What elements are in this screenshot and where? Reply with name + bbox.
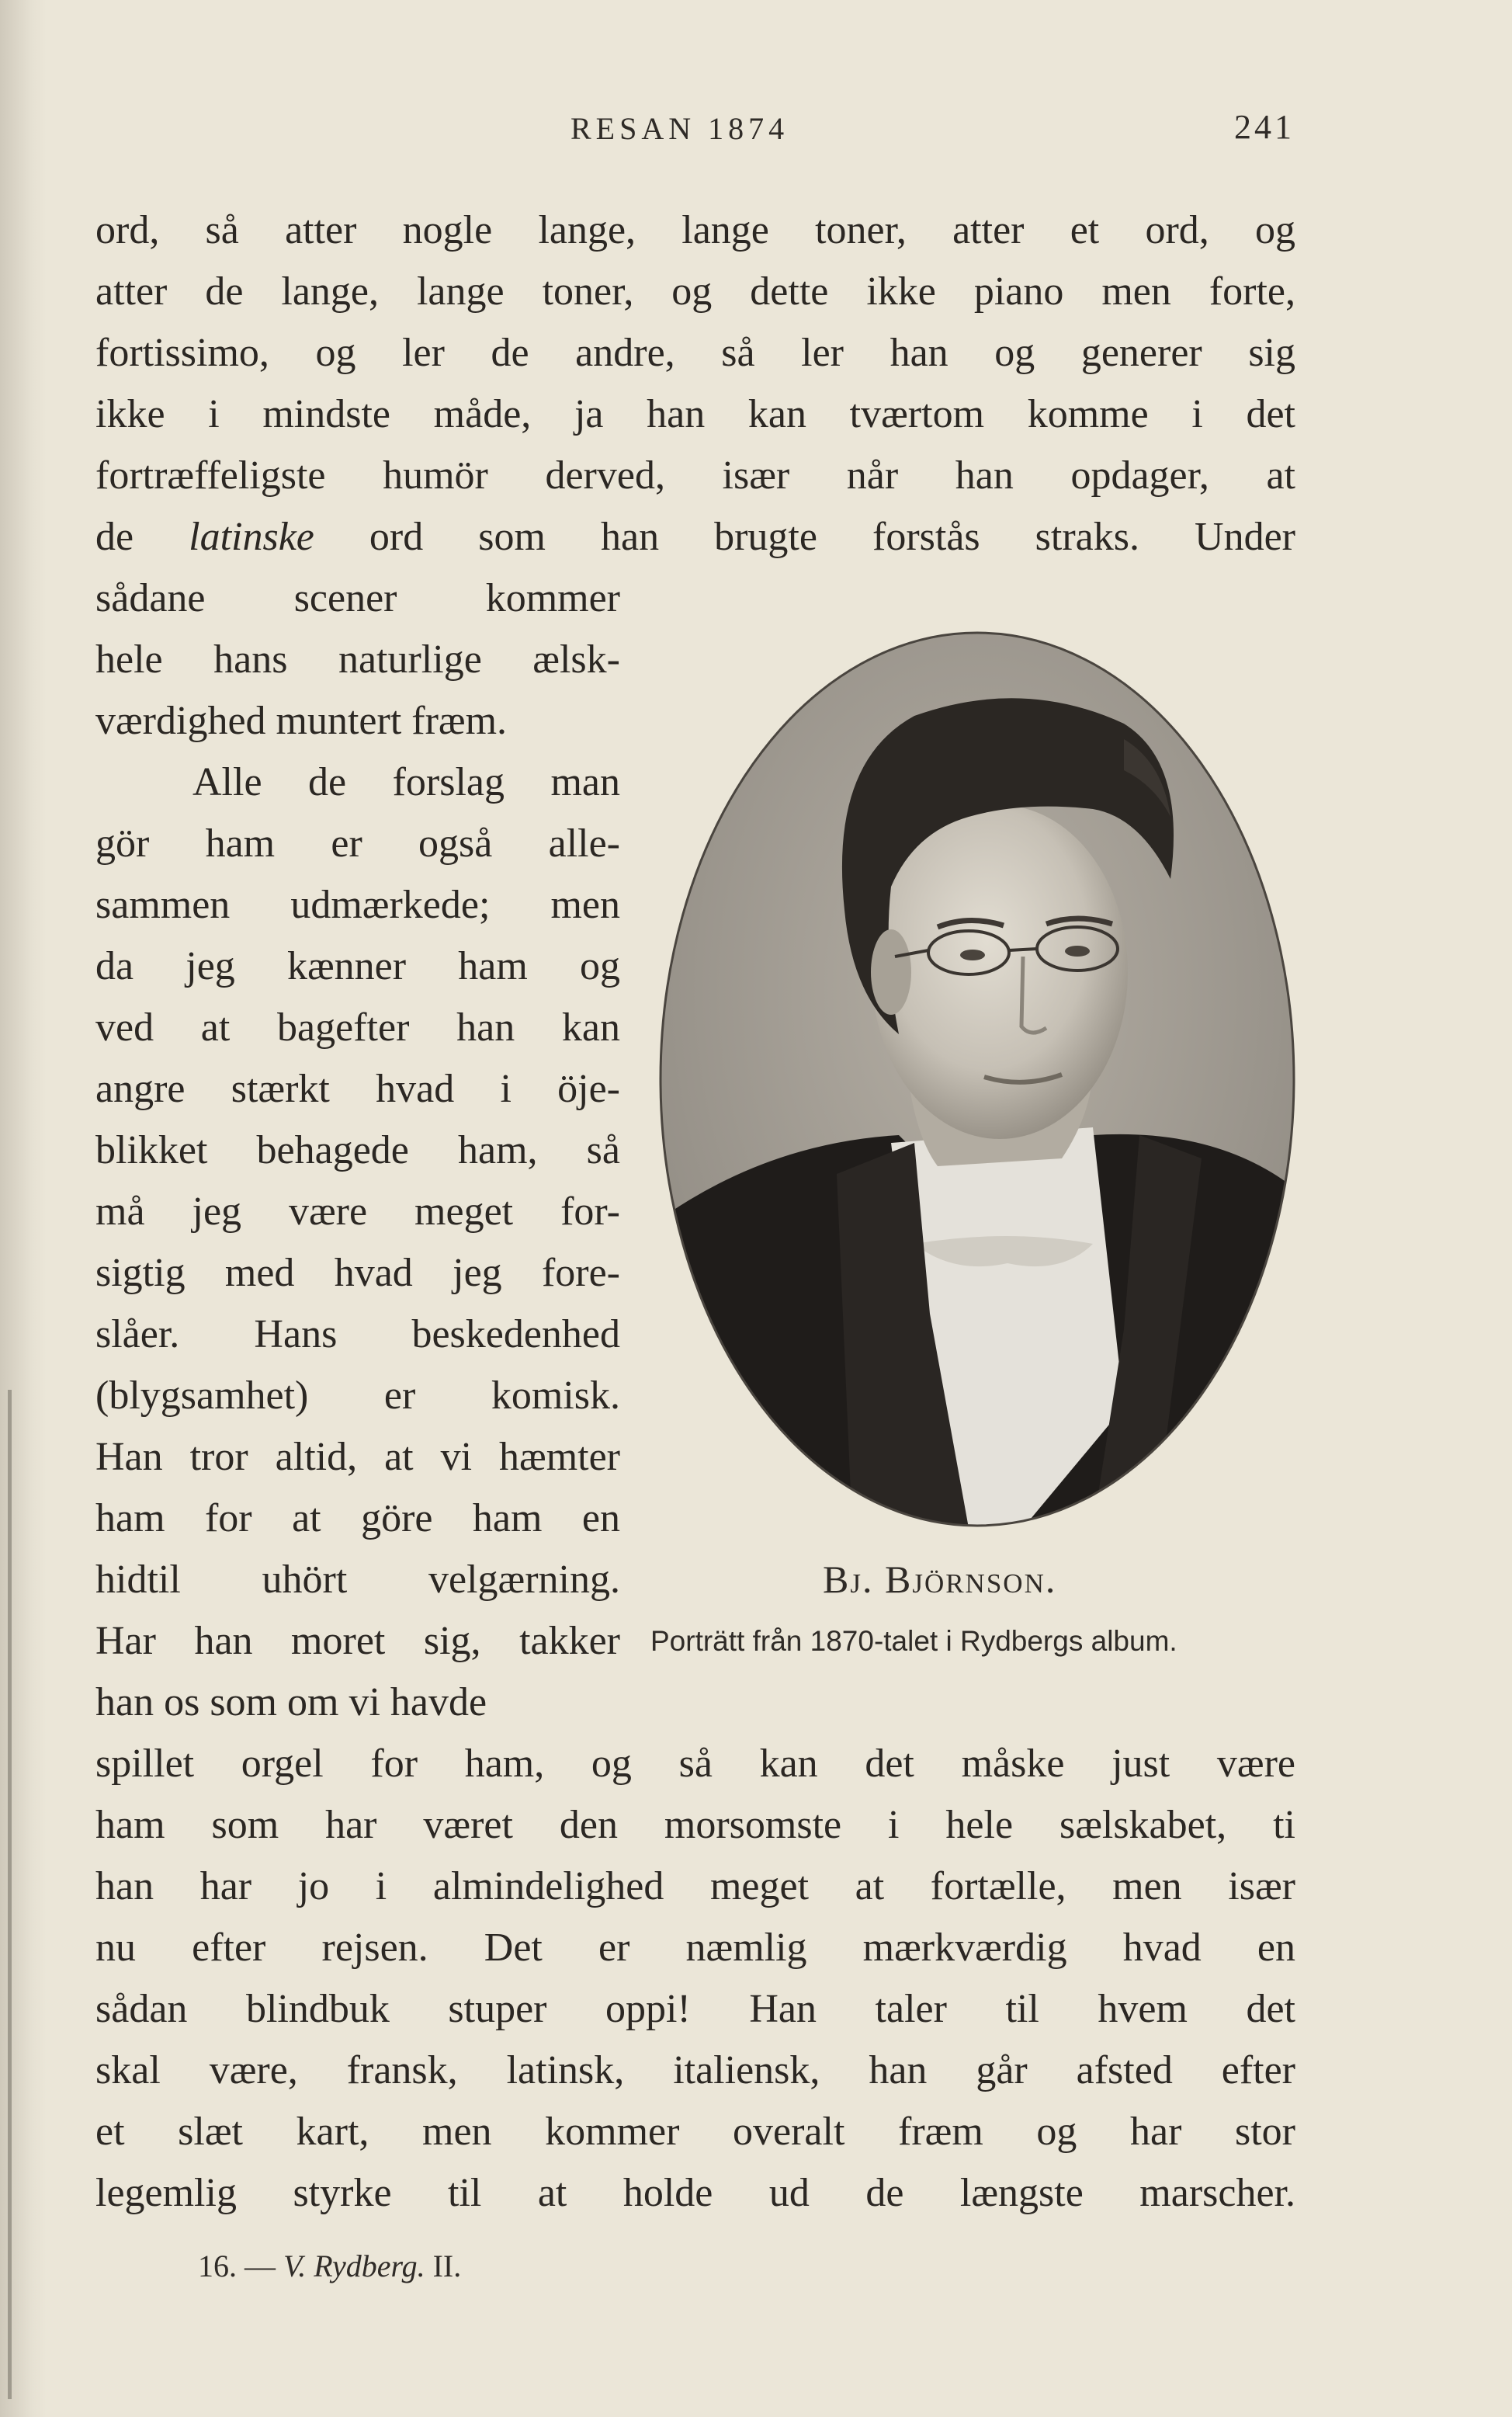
text-line: sammen udmærkede; men bbox=[95, 883, 620, 927]
page-number: 241 bbox=[1234, 108, 1295, 146]
portrait-photo bbox=[658, 630, 1296, 1528]
binding-line bbox=[8, 1390, 12, 2399]
text-line: hidtil uhört velgærning. bbox=[95, 1558, 620, 1602]
signature-volume: II. bbox=[432, 2249, 462, 2283]
page-edge-shadow bbox=[0, 0, 47, 2417]
text-line: (blygsamhet) er komisk. bbox=[95, 1373, 620, 1418]
italic-word: latinske bbox=[189, 515, 314, 559]
signature-mark bbox=[198, 2248, 461, 2284]
text-line: Han tror altid, at vi hæmter bbox=[95, 1435, 620, 1479]
text-line: nu efter rejsen. Det er næmlig mærkværdig hvad en bbox=[95, 1926, 1295, 1970]
text-line-with-italic bbox=[95, 506, 1295, 568]
text-span: ord som han brugte forstås straks. Under bbox=[314, 515, 1295, 559]
running-head: RESAN 1874 bbox=[570, 111, 789, 146]
signature-number: 16. bbox=[198, 2249, 237, 2283]
text-line: må jeg være meget for- bbox=[95, 1189, 620, 1234]
text-line: fortissimo, og ler de andre, så ler han og generer sig bbox=[95, 331, 1295, 375]
text-line: ikke i mindste måde, ja han kan tværtom komme i det bbox=[95, 392, 1295, 436]
text-line: angre stærkt hvad i öje- bbox=[95, 1067, 620, 1111]
text-line: legemlig styrke til at holde ud de længste marscher. bbox=[95, 2171, 1295, 2215]
text-line: ham som har været den morsomste i hele sælskabet, ti bbox=[95, 1803, 1295, 1847]
portrait-caption-name: Bj. Björnson. bbox=[823, 1558, 1057, 1601]
text-line: sådan blindbuk stuper oppi! Han taler til hvem det bbox=[95, 1987, 1295, 2031]
text-line: Har han moret sig, takker bbox=[95, 1619, 620, 1663]
text-line: Alle de forslag man bbox=[192, 760, 620, 804]
signature-author: V. Rydberg. bbox=[283, 2249, 425, 2283]
text-line: han os som om vi havde bbox=[95, 1680, 487, 1724]
text-line: slåer. Hans beskedenhed bbox=[95, 1312, 620, 1356]
text-line: fortræffeligste humör derved, især når han opdager, at bbox=[95, 453, 1295, 498]
text-line: han har jo i almindelighed meget at fortælle, men især bbox=[95, 1864, 1295, 1908]
text-line: et slæt kart, men kommer overalt fræm og har stor bbox=[95, 2110, 1295, 2154]
text-line: gör ham er også alle- bbox=[95, 821, 620, 866]
text-line: værdighed muntert fræm. bbox=[95, 699, 508, 743]
text-line: blikket behagede ham, så bbox=[95, 1128, 620, 1172]
text-line: ved at bagefter han kan bbox=[95, 1005, 620, 1050]
portrait-caption-credit: Porträtt från 1870-talet i Rydbergs album. bbox=[650, 1625, 1177, 1657]
text-line: hele hans naturlige ælsk- bbox=[95, 637, 620, 682]
signature-dash: — bbox=[244, 2249, 276, 2283]
text-line: sigtig med hvad jeg fore- bbox=[95, 1251, 620, 1295]
text-line: atter de lange, lange toner, og dette ikke piano men forte, bbox=[95, 269, 1295, 314]
text-line: da jeg kænner ham og bbox=[95, 944, 620, 988]
portrait-illustration bbox=[658, 630, 1296, 1528]
text-span: de bbox=[95, 515, 189, 559]
text-line: ord, så atter nogle lange, lange toner, atter et ord, og bbox=[95, 208, 1295, 252]
text-line: sådane scener kommer bbox=[95, 576, 620, 620]
text-line: ham for at göre ham en bbox=[95, 1496, 620, 1540]
text-line: skal være, fransk, latinsk, italiensk, han går afsted efter bbox=[95, 2048, 1295, 2092]
text-line: spillet orgel for ham, og så kan det måske just være bbox=[95, 1742, 1295, 1786]
